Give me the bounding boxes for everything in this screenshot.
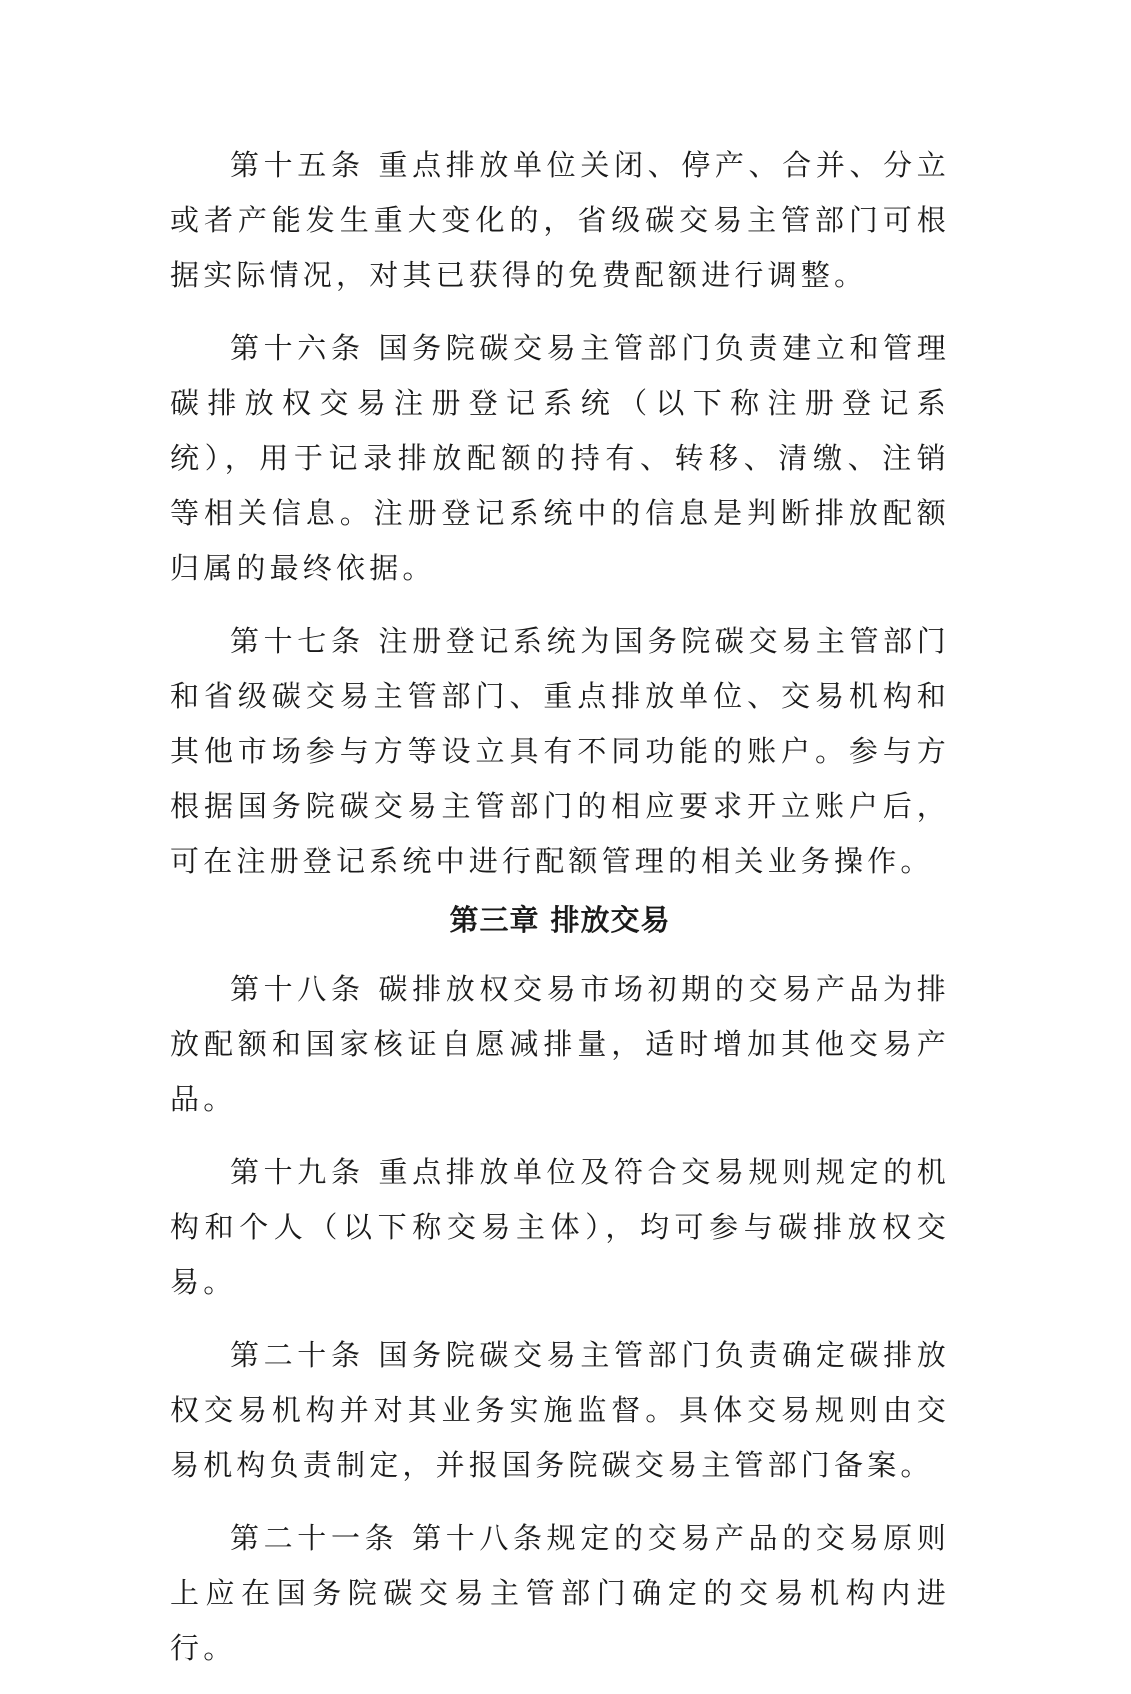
- article-18: 第十八条 碳排放权交易市场初期的交易产品为排放配额和国家核证自愿减排量，适时增加其他交易产品。: [170, 972, 950, 1116]
- article-17: 第十七条 注册登记系统为国务院碳交易主管部门和省级碳交易主管部门、重点排放单位、交易机构和其他市场参与方等设立具有不同功能的账户。参与方根据国务院碳交易主管部门的相应要求开立账户后，可在注册登记系统中进行配额管理的相关业务操作。: [170, 624, 950, 878]
- chapter-title: 第三章 排放交易: [449, 903, 671, 937]
- article-16: 第十六条 国务院碳交易主管部门负责建立和管理碳排放权交易注册登记系统（以下称注册登记系统），用于记录排放配额的持有、转移、清缴、注销等相关信息。注册登记系统中的信息是判断排放配额归属的最终依据。: [170, 331, 950, 585]
- article-15: 第十五条 重点排放单位关闭、停产、合并、分立或者产能发生重大变化的，省级碳交易主管部门可根据实际情况，对其已获得的免费配额进行调整。: [170, 148, 950, 292]
- article-19: 第十九条 重点排放单位及符合交易规则规定的机构和个人（以下称交易主体），均可参与碳排放权交易。: [170, 1155, 950, 1299]
- article-21: 第二十一条 第十八条规定的交易产品的交易原则上应在国务院碳交易主管部门确定的交易机构内进行。: [170, 1521, 950, 1665]
- document-page: [170, 138, 950, 1694]
- article-20: 第二十条 国务院碳交易主管部门负责确定碳排放权交易机构并对其业务实施监督。具体交易规则由交易机构负责制定，并报国务院碳交易主管部门备案。: [170, 1338, 950, 1482]
